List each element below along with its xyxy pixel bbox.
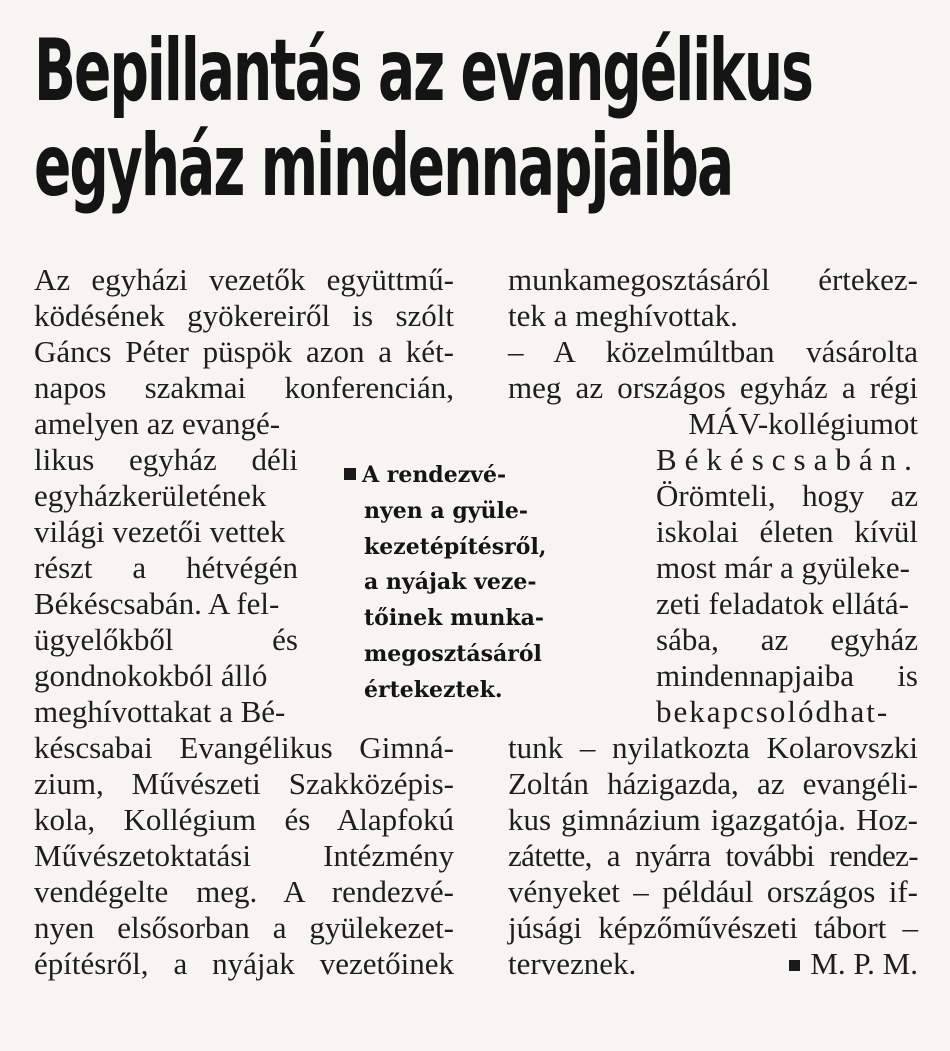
left-column-line: zium, Művészeti Szakközépis- (34, 766, 454, 801)
author-initials: M. P. M. (810, 946, 918, 981)
left-column-line: kola, Kollégium és Alapfokú (34, 802, 454, 837)
left-column-line: Művészetoktatási Intézmény (34, 838, 454, 873)
pull-quote-line: értekeztek. (364, 676, 503, 703)
right-column-line: Békéscsabán. (656, 442, 920, 477)
pull-quote (344, 458, 546, 709)
right-column-line: terveznek. (508, 946, 637, 981)
right-column-line: bekapcsolódhat- (656, 694, 890, 729)
left-column-line: likus egyház déli (34, 442, 298, 477)
headline-line-1: Bepillantás az evangélikus (34, 21, 812, 121)
left-column-line: gondnokokból álló (34, 658, 268, 693)
headline-line-2: egyház mindennapjaiba (34, 116, 733, 216)
right-column-line: mindennapjaiba is (656, 658, 918, 693)
left-column-line: késcsabai Evangélikus Gimná- (34, 730, 454, 765)
left-column-line: részt a hétvégén (34, 550, 298, 585)
pull-quote-line: nyen a gyüle- (364, 497, 528, 524)
left-column-line: egyházkerületének (34, 478, 267, 513)
right-column-line: MÁV-kollégiumot (688, 406, 918, 441)
pull-quote-line: kezetépítésről, (364, 533, 547, 560)
left-column-line: meghívottakat a Bé- (34, 694, 286, 729)
left-column-line: építésről, a nyájak vezetőinek (34, 946, 454, 981)
left-column-line: amelyen az evangé- (34, 406, 281, 441)
right-column-line: sába, az egyház (656, 622, 918, 657)
pull-quote-line: a nyájak veze- (364, 569, 537, 596)
square-bullet-icon (789, 960, 800, 971)
left-column-line: világi vezetői vettek (34, 514, 286, 549)
right-column-line: tek a meghívottak. (508, 298, 738, 333)
left-column-line: vendégelte meg. A rendezvé- (34, 874, 454, 909)
right-column-line: – A közelmúltban vásárolta (508, 334, 918, 369)
right-column-line: zátette, a nyárra további rendez- (508, 838, 918, 873)
right-column-line: iskolai életen kívül (656, 514, 918, 549)
right-column-line: zeti feladatok ellátá- (656, 586, 910, 621)
pull-quote-line: tőinek munka- (364, 605, 544, 632)
pull-quote-line: megosztásáról (364, 640, 542, 667)
right-column-line: tunk – nyilatkozta Kolarovszki (508, 730, 918, 765)
headline (34, 21, 812, 216)
left-column-line: ködésének gyökereiről is szólt (34, 298, 454, 333)
right-column-line: most már a gyüleke- (656, 550, 910, 585)
left-column-line: napos szakmai konferencián, (34, 370, 454, 405)
pull-quote-line: A rendezvé- (344, 458, 546, 494)
left-column-line: Gáncs Péter püspök azon a két- (34, 334, 454, 369)
left-column-line: Az egyházi vezetők együttmű- (34, 262, 454, 297)
left-column-line: Békéscsabán. A fel- (34, 586, 280, 621)
square-bullet-icon (344, 468, 356, 480)
right-column-line: júsági képzőművészeti tábort – (508, 910, 918, 945)
left-column-line: nyen elsősorban a gyülekezet- (34, 910, 454, 945)
right-column-line: meg az országos egyház a régi (508, 370, 918, 405)
right-column-line: munkamegosztásáról értekez- (508, 262, 918, 297)
left-column-line: ügyelőkből és (34, 622, 298, 657)
right-column-line: Zoltán házigazda, az evangéli- (508, 766, 918, 801)
right-column-line: kus gimnázium igazgatója. Hoz- (508, 802, 918, 837)
author-signature (789, 946, 918, 982)
right-column-line: Örömteli, hogy az (656, 478, 918, 513)
right-column-line: vényeket – például országos if- (508, 874, 918, 909)
